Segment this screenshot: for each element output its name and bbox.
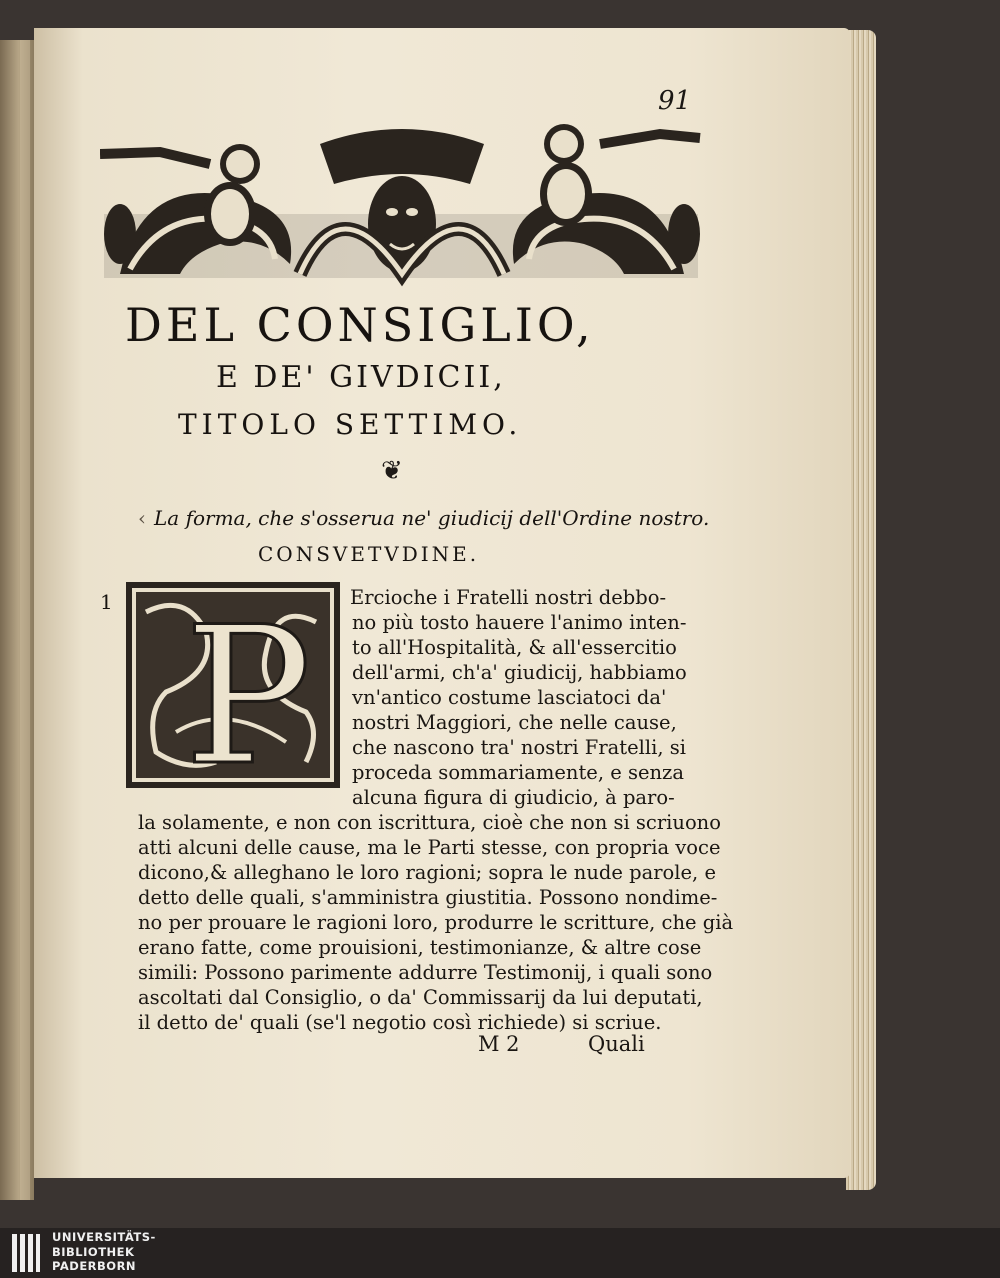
body-line: vn'antico costume lasciatoci da' xyxy=(352,686,667,709)
bullet-mark: ‹ xyxy=(138,506,146,530)
ornamental-headpiece xyxy=(100,124,704,292)
page-edges xyxy=(846,30,876,1190)
body-line: che nascono tra' nostri Fratelli, si xyxy=(352,736,687,759)
logo-line: UNIVERSITÄTS- xyxy=(52,1230,156,1244)
body-line: atti alcuni delle cause, ma le Parti stesse, con propria voce xyxy=(138,836,721,859)
margin-number: 1 xyxy=(100,590,113,614)
body-line: il detto de' quali (se'l negotio così richiede) si scriue. xyxy=(138,1011,662,1034)
catchword: Quali xyxy=(588,1032,645,1056)
body-line: no per prouare le ragioni loro, produrre le scritture, che già xyxy=(138,911,734,934)
body-line: dell'armi, ch'a' giudicij, habbiamo xyxy=(352,661,687,684)
body-line: ascoltati dal Consiglio, o da' Commissarij da lui deputati, xyxy=(138,986,703,1009)
body-line: to all'Hospitalità, & all'essercitio xyxy=(352,636,677,659)
title-line-3: TITOLO SETTIMO. xyxy=(178,408,523,441)
body-line: Ercioche i Fratelli nostri debbo- xyxy=(350,586,667,609)
title-line-1: DEL CONSIGLIO, xyxy=(125,298,595,352)
body-line: erano fatte, come prouisioni, testimonianze, & altre cose xyxy=(138,936,702,959)
section-heading: CONSVETVDINE. xyxy=(258,542,480,566)
body-line: nostri Maggiori, che nelle cause, xyxy=(352,711,677,734)
library-logo-text xyxy=(52,1230,156,1274)
logo-line: PADERBORN xyxy=(52,1259,137,1273)
subtitle-text: La forma, che s'osserua ne' giudicij dell'Ordine nostro. xyxy=(154,506,710,530)
body-line: no più tosto hauere l'animo inten- xyxy=(352,611,687,634)
body-line: proceda sommariamente, e senza xyxy=(352,761,684,784)
decorated-initial xyxy=(126,582,340,788)
body-line: dicono,& alleghano le loro ragioni; sopra le nude parole, e xyxy=(138,861,716,884)
subtitle xyxy=(138,506,709,530)
fleuron-icon: ❦ xyxy=(381,456,403,486)
title-line-2: E DE' GIVDICII, xyxy=(216,360,506,395)
body-line: la solamente, e non con iscrittura, cioè che non si scriuono xyxy=(138,811,721,834)
logo-line: BIBLIOTHEK xyxy=(52,1244,135,1259)
initial-letter: P xyxy=(184,586,312,788)
signature-mark: M 2 xyxy=(478,1032,520,1056)
body-line: simili: Possono parimente addurre Testimonij, i quali sono xyxy=(138,961,713,984)
library-logo-icon xyxy=(10,1232,42,1274)
body-line: detto delle quali, s'amministra giustitia. Possono nondime- xyxy=(138,886,718,909)
page-number: 91 xyxy=(658,86,692,116)
body-line: alcuna figura di giudicio, à paro- xyxy=(352,786,675,809)
